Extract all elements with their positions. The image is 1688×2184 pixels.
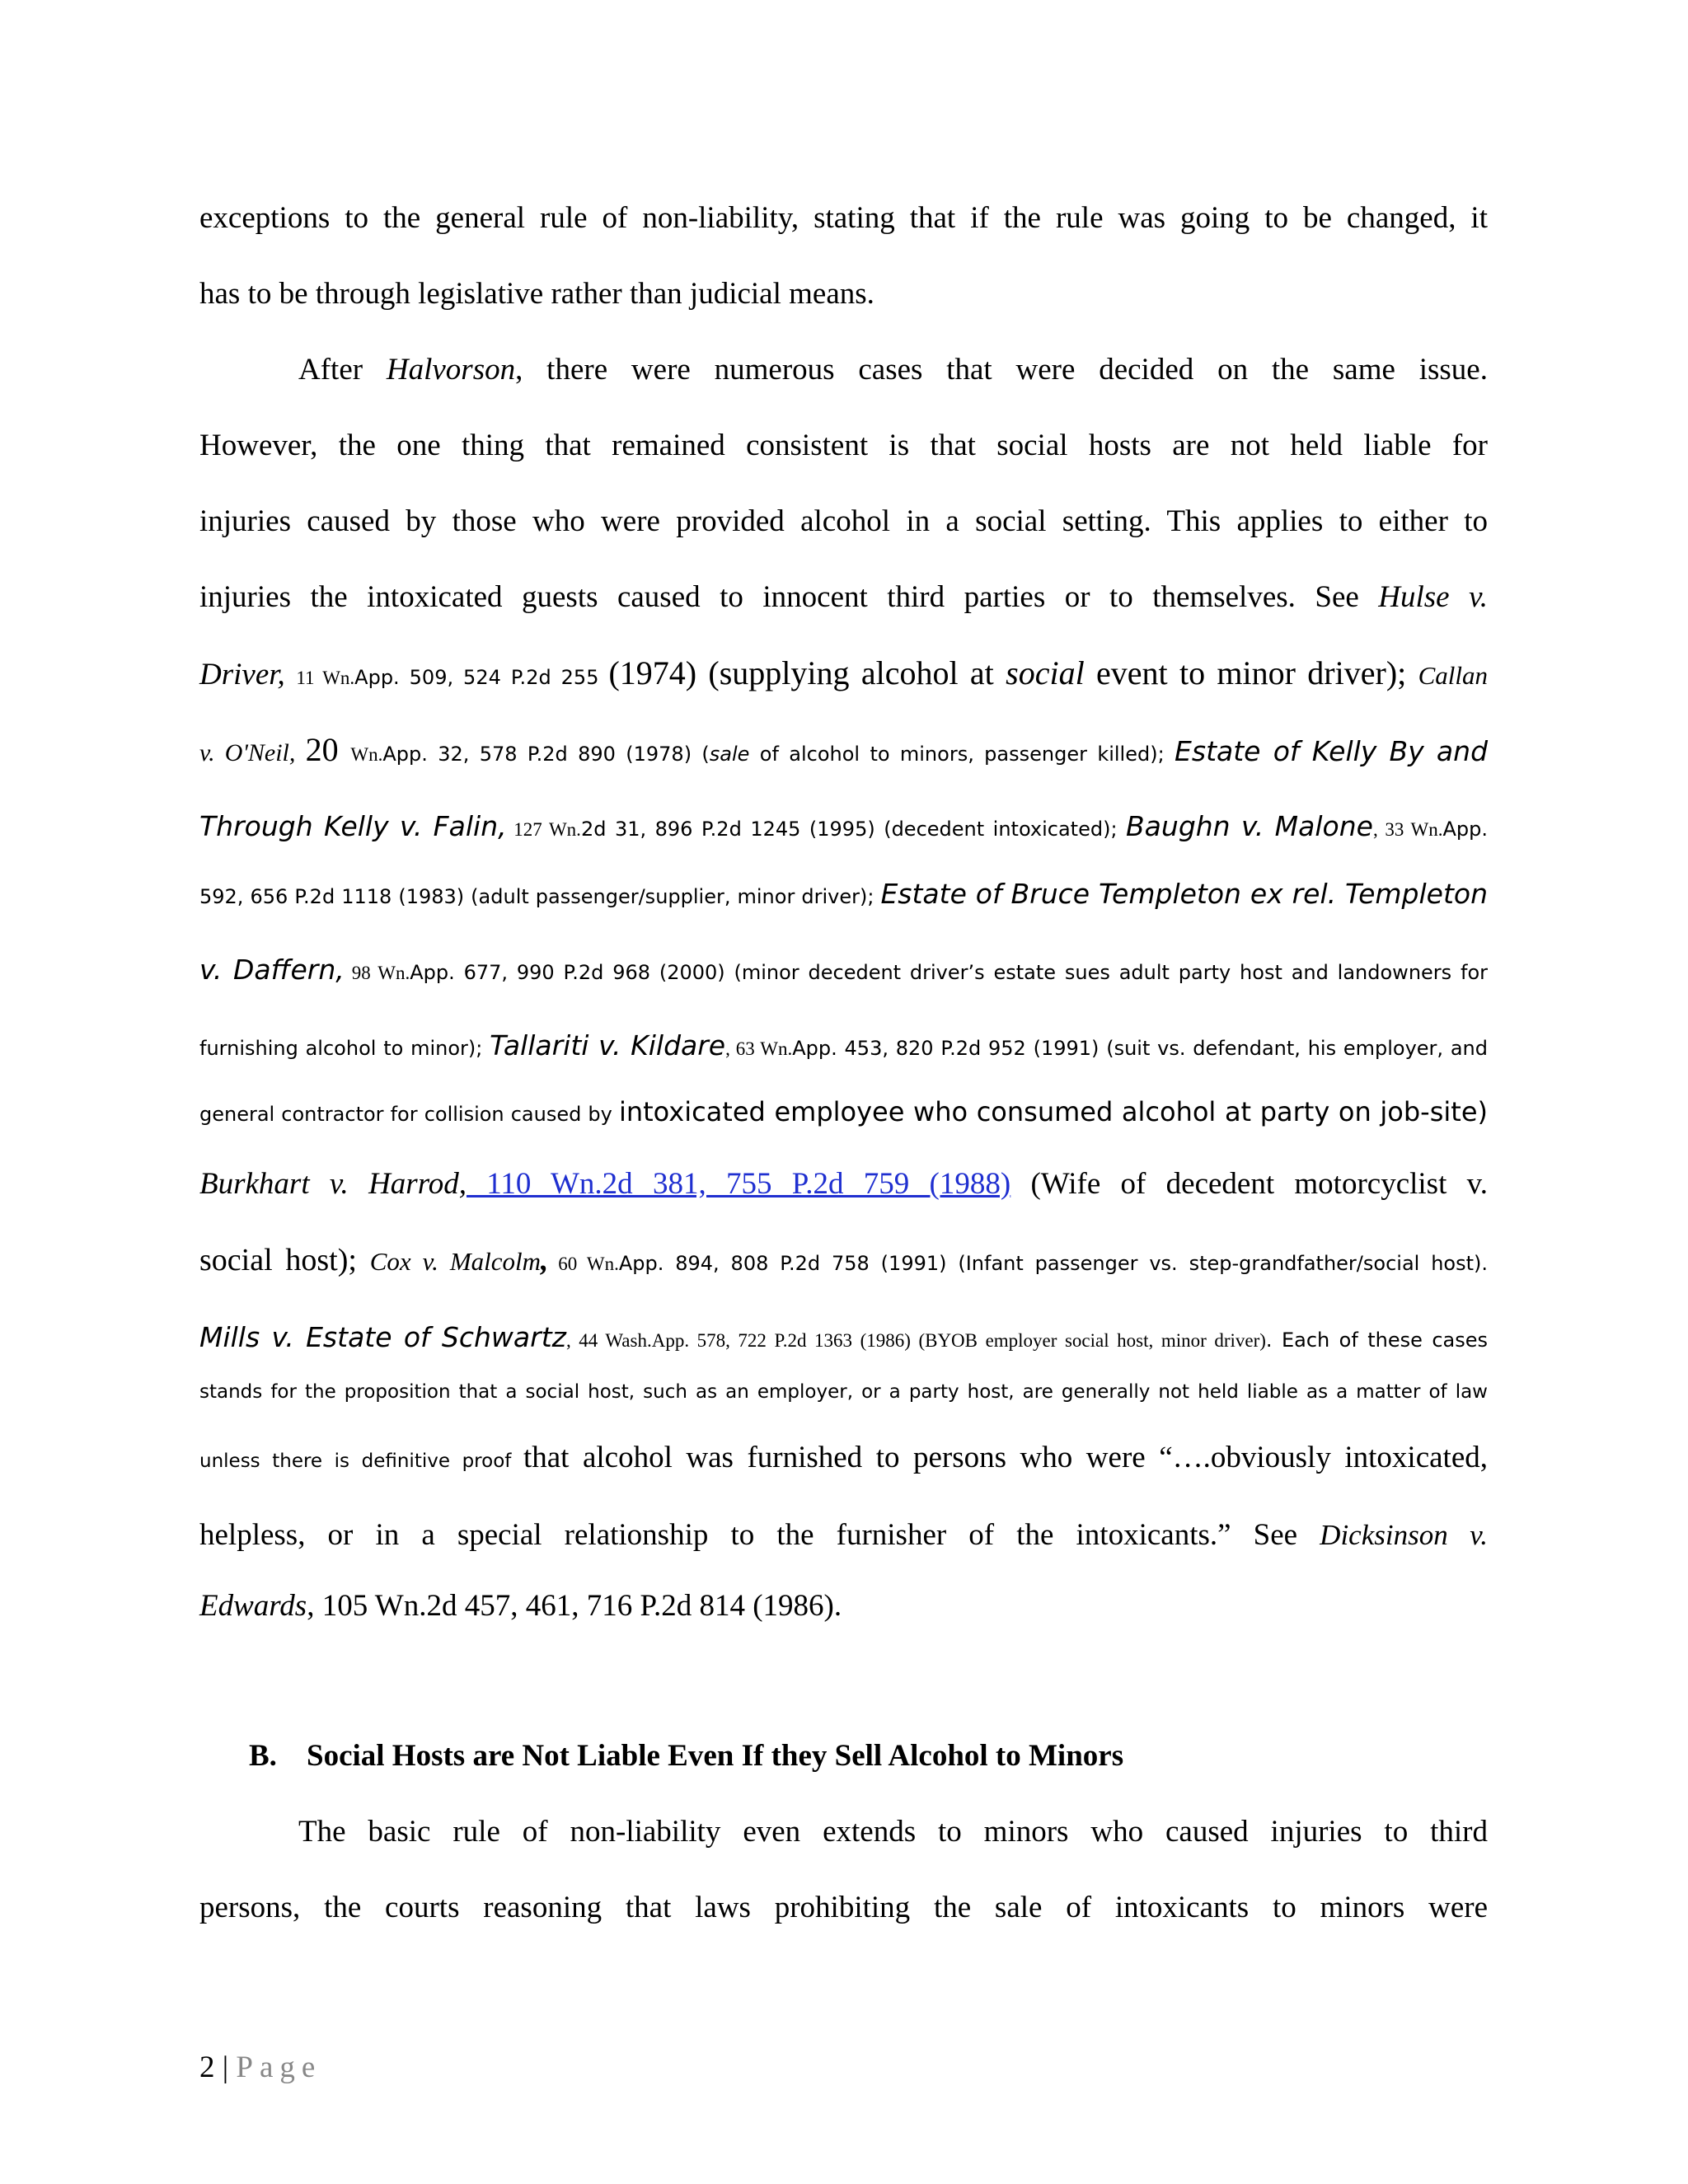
paragraph-line: has to be through legislative rather than judicial means. [199,277,874,311]
paragraph-line: furnishing alcohol to minor); Tallariti v. Kildare, 63 Wn.App. 453, 820 P.2d 952 (1991) (suit vs. defendant, his employer, and [199,1029,1488,1062]
case-name: v. O'Neil, [199,739,306,766]
citation-link[interactable]: 110 Wn.2d 381, 755 P.2d 759 (1988) [466,1167,1011,1201]
case-name: Estate of Kelly By and [1175,735,1489,767]
paragraph-line: unless there is definitive proof that alcohol was furnished to persons who were “….obviously intoxicated, [199,1441,1488,1474]
section-heading [249,1736,1123,1777]
paragraph-line: Mills v. Estate of Schwartz, 44 Wash.App. 578, 722 P.2d 1363 (1986) (BYOB employer social host, minor driver). Each of these cases [199,1321,1489,1353]
case-name: Hulse v. [1378,580,1489,614]
page-label: Page [236,2050,322,2084]
case-name: Halvorson [386,353,516,387]
page-footer [199,2047,321,2088]
paragraph-line: exceptions to the general rule of non-liability, stating that if the rule was going to be changed, it [199,201,1488,235]
paragraph-line: helpless, or in a special relationship to the furnisher of the intoxicants.” See Dicksinson v. [199,1518,1488,1552]
case-name: Estate of Bruce Templeton ex rel. Templeton [880,878,1489,910]
paragraph-line: stands for the proposition that a social host, such as an employer, or a party host, are generally not held liable as a matter of law [199,1381,1488,1403]
paragraph-line: The basic rule of non-liability even extends to minors who caused injuries to third [298,1815,1488,1849]
section-letter: B. [249,1739,277,1773]
case-name: Driver, [199,658,297,691]
paragraph-line: injuries caused by those who were provided alcohol in a social setting. This applies to either to [199,504,1488,538]
paragraph-line: social host); Cox v. Malcolm, 60 Wn.App. 894, 808 P.2d 758 (1991) (Infant passenger vs. step-grandfather/social host). [199,1243,1488,1277]
case-name: Tallariti v. Kildare [490,1029,726,1062]
paragraph-line: persons, the courts reasoning that laws prohibiting the sale of intoxicants to minors were [199,1891,1488,1924]
case-name: Dicksinson v. [1320,1519,1488,1551]
paragraph-line: Burkhart v. Harrod, 110 Wn.2d 381, 755 P.2d 759 (1988) (Wife of decedent motorcyclist v. [199,1167,1488,1201]
paragraph-line: v. O'Neil, 20 Wn.App. 32, 578 P.2d 890 (1978) (sale of alcohol to minors, passenger killed); Estate of Kelly By and [199,731,1489,768]
section-title: Social Hosts are Not Liable Even If they Sell Alcohol to Minors [307,1739,1124,1773]
case-name: Cox v. Malcolm [369,1247,542,1276]
case-name: Edwards [199,1589,307,1623]
paragraph-line: However, the one thing that remained consistent is that social hosts are not held liable for [199,429,1488,462]
case-name: Mills v. Estate of Schwartz [199,1321,566,1353]
paragraph-line: 592, 656 P.2d 1118 (1983) (adult passenger/supplier, minor driver); Estate of Bruce Templeton ex rel. Templeton [199,878,1489,910]
paragraph-line: v. Daffern, 98 Wn.App. 677, 990 P.2d 968 (2000) (minor decedent driver’s estate sues adult party host and landowners for [199,954,1488,986]
page-number: 2 [199,2050,215,2084]
case-name: v. Daffern, [199,954,345,986]
paragraph-line: Through Kelly v. Falin, 127 Wn.2d 31, 896 P.2d 1245 (1995) (decedent intoxicated); Baughn v. Malone, 33 Wn.App. [199,810,1489,842]
paragraph-line: After Halvorson, there were numerous cases that were decided on the same issue. [298,353,1488,387]
paragraph-line: Driver, 11 Wn.App. 509, 524 P.2d 255 (1974) (supplying alcohol at social event to minor driver); Callan [199,654,1488,691]
paragraph-line: general contractor for collision caused by intoxicated employee who consumed alcohol at party on job-site) [199,1096,1489,1127]
case-name: Baughn v. Malone [1126,810,1373,842]
case-name: Through Kelly v. Falin, [199,810,507,842]
paragraph-line: injuries the intoxicated guests caused to innocent third parties or to themselves. See Hulse v. [199,580,1489,614]
case-name: Burkhart v. Harrod, [199,1167,467,1201]
footer-separator: | [214,2050,237,2084]
case-name: Callan [1418,661,1488,690]
paragraph-line: Edwards, 105 Wn.2d 457, 461, 716 P.2d 814 (1986). [199,1589,842,1623]
